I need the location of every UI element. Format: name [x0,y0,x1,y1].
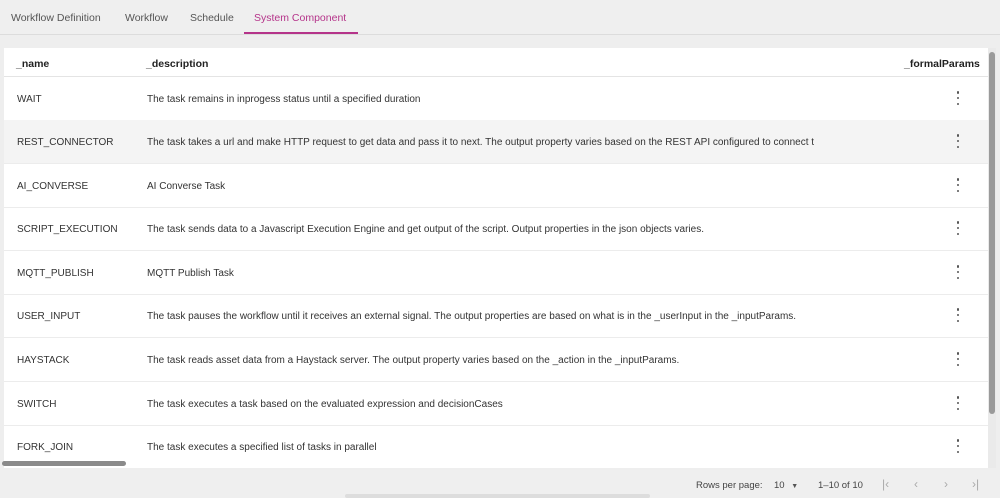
table-row[interactable] [4,382,988,426]
more-options-icon[interactable] [952,265,964,279]
more-options-icon[interactable] [952,439,964,453]
row-description: The task remains in inprogess status until a specified duration [147,94,421,105]
pagination-range: 1–10 of 10 [818,480,863,491]
tab-workflow-definition[interactable]: Workflow Definition [11,12,101,24]
rows-per-page-value: 10 [774,480,785,491]
tab-schedule[interactable]: Schedule [190,12,234,24]
active-tab-indicator [244,32,358,34]
row-name: FORK_JOIN [17,442,74,453]
more-options-icon[interactable] [952,134,964,148]
vertical-scrollbar-thumb[interactable] [989,52,995,414]
row-name: AI_CONVERSE [17,181,89,192]
rows-per-page-select[interactable] [774,480,798,491]
row-name: MQTT_PUBLISH [17,268,94,279]
table-row[interactable] [4,338,988,382]
next-page-icon[interactable]: › [944,477,948,491]
window-resize-bar [345,494,650,498]
table-row[interactable] [4,77,988,121]
more-options-icon[interactable] [952,396,964,410]
more-options-icon[interactable] [952,91,964,105]
row-description: The task executes a task based on the evaluated expression and decisionCases [147,399,503,410]
row-description: The task takes a url and make HTTP request to get data and pass it to next. The output property varies based on the REST API configured to connect t [147,137,815,148]
table-row[interactable] [4,164,988,208]
row-name: HAYSTACK [17,355,70,366]
more-options-icon[interactable] [952,352,964,366]
table-row[interactable] [4,120,988,164]
row-description: The task pauses the workflow until it receives an external signal. The output properties are based on what is in the _userInput in the _inputParams. [147,311,797,322]
tab-bar [0,0,1000,35]
table-row[interactable] [4,207,988,251]
more-options-icon[interactable] [952,308,964,322]
tab-workflow[interactable]: Workflow [125,12,168,24]
table-row[interactable] [4,251,988,295]
row-description: MQTT Publish Task [147,268,234,279]
table-row[interactable] [4,294,988,338]
row-name: WAIT [17,94,42,105]
more-options-icon[interactable] [952,178,964,192]
column-header-name[interactable]: _name [16,58,50,70]
vertical-scrollbar[interactable] [988,48,996,468]
row-name: SCRIPT_EXECUTION [17,224,118,235]
table-row[interactable] [4,425,988,468]
horizontal-scrollbar-thumb[interactable] [2,461,126,466]
row-description: The task sends data to a Javascript Execution Engine and get output of the script. Output properties in the json objects varies. [147,224,704,235]
dropdown-arrow-icon: ▼ [791,483,799,490]
tab-system-component[interactable]: System Component [254,12,347,24]
column-header-description[interactable]: _description [146,58,209,70]
row-name: REST_CONNECTOR [17,137,114,148]
last-page-icon[interactable]: ›| [972,477,980,491]
row-name: SWITCH [17,399,57,410]
more-options-icon[interactable] [952,221,964,235]
row-description: AI Converse Task [147,181,226,192]
row-description: The task reads asset data from a Haystack server. The output property varies based on the _action in the _inputParams. [147,355,680,366]
first-page-icon[interactable]: |‹ [882,477,890,491]
row-name: USER_INPUT [17,311,81,322]
previous-page-icon[interactable]: ‹ [914,477,918,491]
system-component-table [4,48,988,468]
column-header-formal-params[interactable]: _formalParams [904,58,980,70]
rows-per-page-label: Rows per page: [696,480,763,491]
table-header [4,48,988,77]
row-description: The task executes a specified list of tasks in parallel [147,442,377,453]
